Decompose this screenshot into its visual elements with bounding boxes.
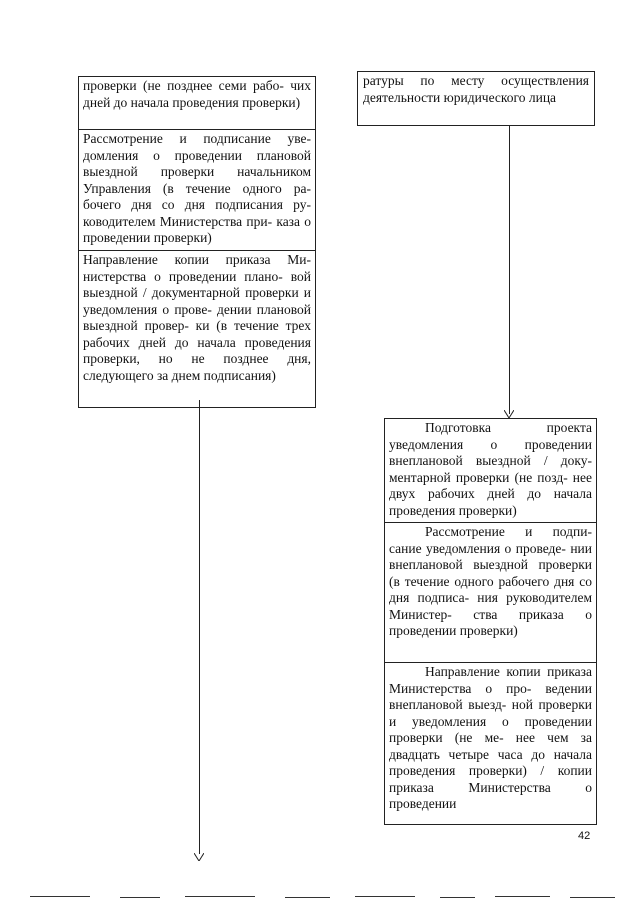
left-arrow-down-icon: [194, 853, 204, 861]
scan-artifact-line: [440, 897, 475, 898]
left-cell-deadline: проверки (не позднее семи рабо- чих дней до начала проведения проверки): [79, 77, 315, 130]
right-cell-review-notice: Рассмотрение и подпи- сание уведомления о проведе- нии внеплановой выездной проверки (в течение одного рабочего дня со дня подписа- ния руководителем Министер- ства приказа о проведении проверки): [385, 523, 596, 663]
right-top-box: [357, 71, 595, 126]
right-cell-prepare-notice: Подготовка проекта уведомления о проведении внеплановой выездной / доку- ментарной проверки (не позд- нее двух рабочих дней до начала проведения проверки): [385, 419, 596, 523]
scan-artifact-line: [285, 897, 330, 898]
right-flow-box: [384, 418, 597, 825]
left-flow-box: [78, 76, 316, 408]
scan-artifact-line: [30, 896, 90, 897]
scan-artifact-line: [355, 896, 415, 897]
scan-artifact-line: [495, 896, 550, 897]
left-flow-connector: [199, 400, 200, 854]
right-cell-send-copy: Направление копии приказа Министерства о про- ведении внеплановой выезд- ной проверки и уведомления о проведении проверки (не ме- нее чем за двадцать четыре часа до начала проведения проверки) / копии приказа Министерства о проведении: [389, 664, 592, 811]
scan-artifact-line: [570, 897, 615, 898]
scan-artifact-line: [120, 897, 160, 898]
right-top-text: ратуры по месту осуществления деятельности юридического лица: [363, 73, 589, 105]
right-flow-connector: [509, 126, 510, 414]
scan-artifact-line: [185, 896, 255, 897]
right-arrow-down-icon: [504, 410, 514, 418]
left-cell-review-notice: Рассмотрение и подписание уве- домления о проведении плановой выездной проверки начальником Управления (в течение одного ра- бочего дня со дня подписания ру- ководителем Министерства при- каза о проведении проверки): [79, 130, 315, 251]
left-cell-send-copy: Направление копии приказа Ми- нистерства о проведении плано- вой выездной / документарной проверки и уведомления о прове- дении плановой выездной провер- ки (в течение трех рабочих дней до начала проведения проверки, но не позднее дня, следующего за днем подписания): [83, 252, 311, 383]
page-number: 42: [578, 830, 591, 842]
